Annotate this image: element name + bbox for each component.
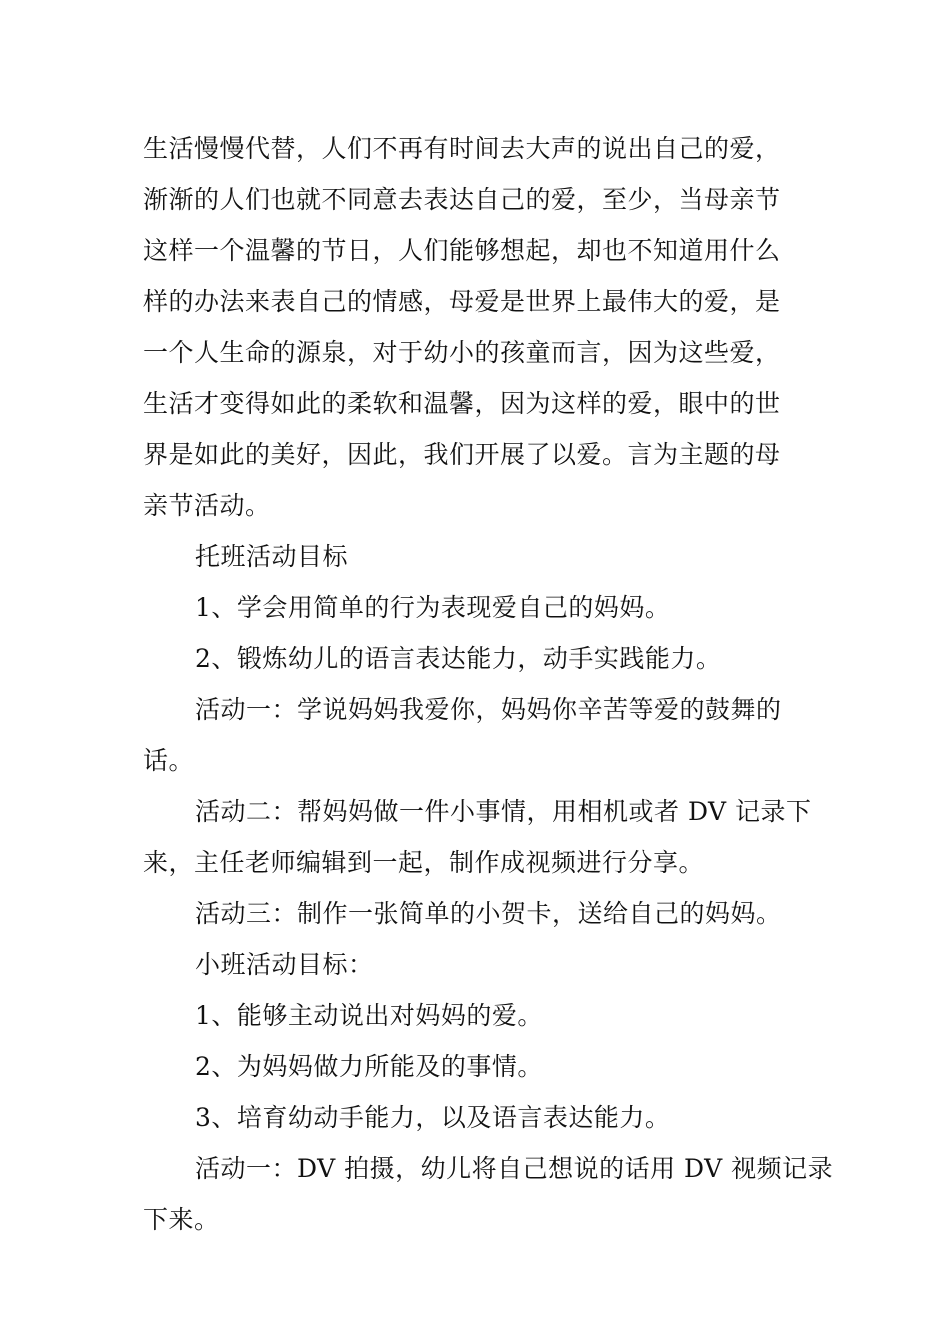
list-item: 2、为妈妈做力所能及的事情。 xyxy=(195,1052,543,1081)
paragraph-line: 样的办法来表自己的情感，母爱是世界上最伟大的爱，是 xyxy=(143,287,781,316)
document-body xyxy=(143,123,834,1245)
list-item: 2、锻炼幼儿的语言表达能力，动手实践能力。 xyxy=(195,644,722,673)
paragraph-line: 亲节活动。 xyxy=(143,491,271,520)
paragraph-line: 渐渐的人们也就不同意去表达自己的爱，至少，当母亲节 xyxy=(143,185,781,214)
paragraph-line: 一个人生命的源泉，对于幼小的孩童而言，因为这些爱， xyxy=(143,338,781,367)
paragraph-line: 生活才变得如此的柔软和温馨，因为这样的爱，眼中的世 xyxy=(143,389,781,418)
activity-line: 活动三：制作一张简单的小贺卡，送给自己的妈妈。 xyxy=(195,899,782,928)
activity-line-continued: 话。 xyxy=(143,746,195,775)
activity-line: 活动一：DV 拍摄，幼儿将自己想说的话用 DV 视频记录 xyxy=(195,1154,834,1183)
activity-line-continued: 下来。 xyxy=(143,1205,220,1234)
activity-line-continued: 来，主任老师编辑到一起，制作成视频进行分享。 xyxy=(143,848,705,877)
list-item: 1、学会用简单的行为表现爱自己的妈妈。 xyxy=(195,593,671,622)
list-item: 3、培育幼动手能力，以及语言表达能力。 xyxy=(195,1103,671,1132)
section-heading: 托班活动目标 xyxy=(195,542,349,571)
paragraph-line: 界是如此的美好，因此，我们开展了以爱。言为主题的母 xyxy=(143,440,781,469)
activity-line: 活动二：帮妈妈做一件小事情，用相机或者 DV 记录下 xyxy=(195,797,812,826)
activity-line: 活动一：学说妈妈我爱你，妈妈你辛苦等爱的鼓舞的 xyxy=(195,695,782,724)
section-heading: 小班活动目标： xyxy=(195,950,374,979)
paragraph-line: 生活慢慢代替，人们不再有时间去大声的说出自己的爱， xyxy=(143,134,781,163)
paragraph-line: 这样一个温馨的节日，人们能够想起，却也不知道用什么 xyxy=(143,236,781,265)
list-item: 1、能够主动说出对妈妈的爱。 xyxy=(195,1001,543,1030)
